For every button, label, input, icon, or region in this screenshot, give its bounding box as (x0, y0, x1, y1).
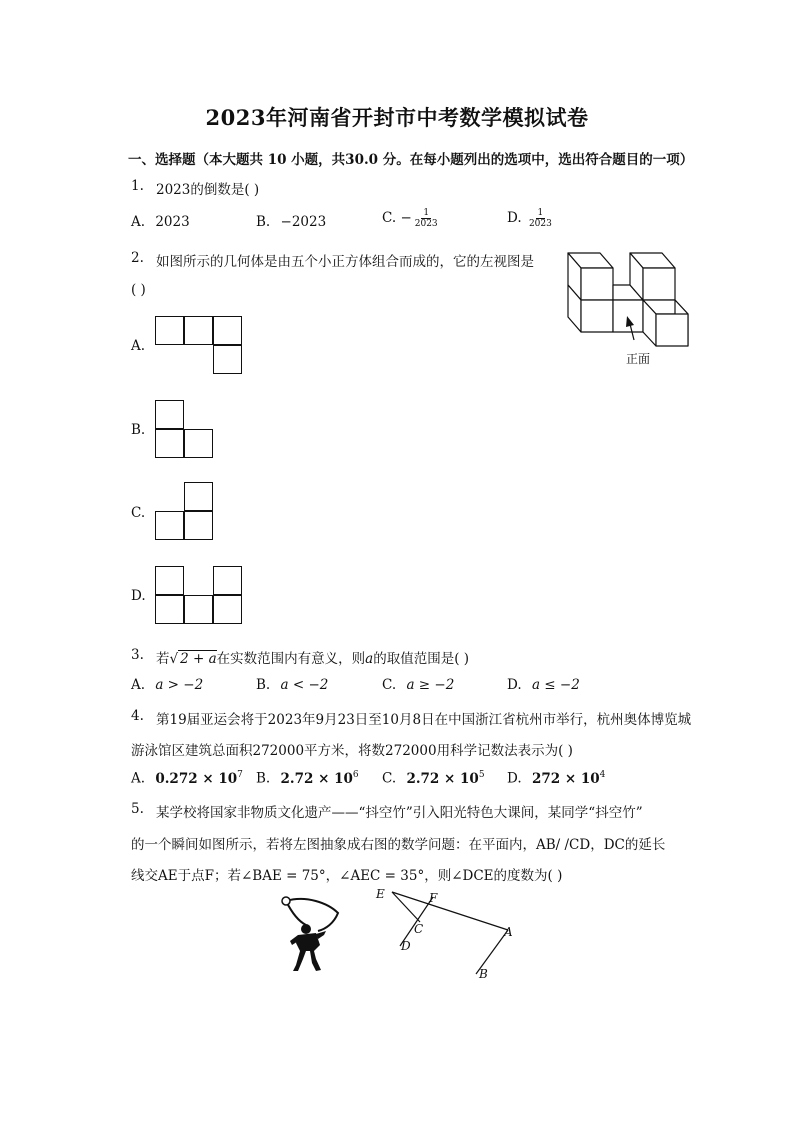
view-square (155, 400, 184, 429)
q4-option-a-label: A. (131, 770, 146, 787)
view-square (184, 316, 213, 345)
q2-option-d-view (155, 566, 245, 626)
q3-pre: 若 (156, 651, 170, 667)
q3-post2: 的取值范围是( ) (373, 651, 470, 667)
q1-option-d-fraction (527, 208, 554, 229)
question-3-text (156, 647, 469, 667)
q2-option-c-label[interactable]: C. (131, 505, 146, 521)
q1-option-d-label: D. (507, 210, 522, 226)
view-square (155, 566, 184, 595)
section-heading: 一、选择题（本大题共 10 小题，共30.0 分。在每小题列出的选项中，选出符合题目的一项） (128, 152, 694, 168)
question-4-line-1: 第19届亚运会将于2023年9月23日至10月8日在中国浙江省杭州市举行，杭州奥体博览城 (156, 712, 692, 728)
q1-option-a-value: 2023 (155, 214, 190, 230)
q3-var: a (365, 651, 374, 667)
q3-option-b-value: a < −2 (280, 677, 329, 693)
view-square (155, 511, 184, 540)
q3-option-c-label: C. (382, 677, 397, 693)
q1-option-c-label: C. (382, 210, 397, 226)
view-square (184, 595, 213, 624)
question-4-line-2: 游泳馆区建筑总面积272000平方米，将数272000用科学记数法表示为( ) (131, 743, 573, 759)
q4-option-c[interactable] (382, 770, 485, 787)
geometry-diagram (370, 884, 530, 984)
question-4-number: 4. (131, 708, 144, 724)
q4-option-b-base: 2.72 × 10 (280, 770, 353, 787)
q4-option-c-base: 2.72 × 10 (406, 770, 479, 787)
q3-option-d-label: D. (507, 677, 522, 693)
q1-option-b[interactable] (256, 214, 326, 230)
view-square (155, 429, 184, 458)
q4-option-c-exp: 5 (478, 770, 485, 780)
q3-option-c-value: a ≥ −2 (406, 677, 455, 693)
q1-option-b-label: B. (256, 214, 271, 230)
q2-option-a-view (155, 316, 245, 376)
q3-option-d-value: a ≤ −2 (531, 677, 580, 693)
q4-option-d-exp: 4 (599, 770, 606, 780)
question-3-number: 3. (131, 647, 144, 663)
q3-option-c[interactable] (382, 677, 454, 693)
front-label: 正面 (626, 352, 651, 366)
view-square (213, 316, 242, 345)
q2-option-a-label[interactable]: A. (131, 338, 146, 354)
question-1-number: 1. (131, 178, 144, 194)
q1-option-c[interactable] (382, 208, 441, 229)
q4-option-d[interactable] (507, 770, 605, 787)
q3-option-a-label: A. (131, 677, 146, 693)
question-2-paren: ( ) (131, 282, 146, 298)
question-5-line-3: 线交AE于点F；若∠BAE = 75°，∠AEC = 35°，则∠DCE的度数为( ) (131, 868, 563, 884)
q3-post: 在实数范围内有意义，则 (216, 651, 366, 667)
fraction-numerator: 1 (423, 208, 430, 218)
view-square (184, 429, 213, 458)
q4-option-d-base: 272 × 10 (531, 770, 600, 787)
view-square (155, 316, 184, 345)
view-square (184, 482, 213, 511)
q4-option-a-exp: 7 (237, 770, 243, 780)
q3-radicand: 2 + a (180, 651, 217, 667)
q4-option-b-label: B. (256, 770, 271, 787)
q3-option-a-value: a > −2 (155, 677, 204, 693)
point-label-a: A (504, 925, 513, 939)
point-label-b: B (479, 967, 488, 981)
q3-option-d[interactable] (507, 677, 580, 693)
view-square (213, 595, 242, 624)
q1-option-a-label: A. (131, 214, 146, 230)
q1-option-d[interactable] (507, 208, 555, 229)
question-2-number: 2. (131, 250, 144, 266)
page-title: 2023年河南省开封市中考数学模拟试卷 (205, 105, 589, 130)
view-square (184, 511, 213, 540)
q3-option-a[interactable] (131, 677, 203, 693)
fraction-denominator: 2023 (528, 219, 552, 229)
diabolo-player-image (276, 893, 346, 975)
point-label-e: E (376, 887, 385, 901)
point-label-d: D (401, 939, 411, 953)
question-5-line-1: 某学校将国家非物质文化遗产——“抖空竹”引入阳光特色大课间，某同学“抖空竹” (156, 805, 643, 821)
view-square (155, 595, 184, 624)
q4-option-b[interactable] (256, 770, 359, 787)
q1-option-a[interactable] (131, 214, 190, 230)
question-5-line-2: 的一个瞬间如图所示，若将左图抽象成右图的数学问题：在平面内，AB/ /CD，DC的延长 (131, 837, 666, 853)
q4-option-b-exp: 6 (352, 770, 359, 780)
q3-option-b-label: B. (256, 677, 271, 693)
fraction-denominator: 2023 (414, 219, 438, 229)
q4-option-a-base: 0.272 × 10 (155, 770, 238, 787)
q4-option-d-label: D. (507, 770, 522, 787)
q2-option-d-label[interactable]: D. (131, 588, 146, 604)
question-1-text: 2023的倒数是( ) (156, 182, 260, 198)
q2-option-b-view (155, 400, 215, 460)
view-square (213, 345, 242, 374)
q1-option-b-value: −2023 (280, 214, 327, 230)
q3-option-b[interactable] (256, 677, 328, 693)
sqrt-sign: √ (169, 651, 179, 667)
fraction-numerator: 1 (537, 208, 544, 218)
q1-option-c-fraction (413, 208, 440, 229)
view-square (213, 566, 242, 595)
q1-option-c-sign: − (400, 210, 412, 226)
point-label-c: C (414, 922, 424, 936)
point-label-f: F (429, 891, 438, 905)
q4-option-a[interactable] (131, 770, 243, 787)
q4-option-c-label: C. (382, 770, 397, 787)
question-2-text: 如图所示的几何体是由五个小正方体组合而成的，它的左视图是 (156, 254, 534, 270)
question-5-number: 5. (131, 801, 144, 817)
q2-option-b-label[interactable]: B. (131, 422, 146, 438)
q2-option-c-view (155, 482, 215, 542)
